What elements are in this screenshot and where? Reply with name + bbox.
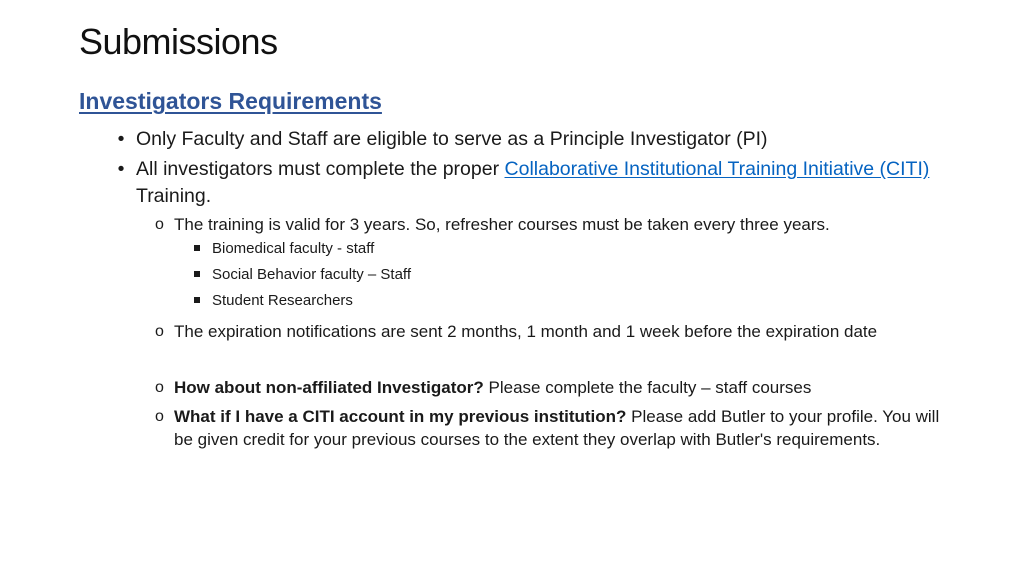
citi-link[interactable]: Collaborative Institutional Training Initiative (CITI) [504, 158, 930, 180]
square-bullet-marker [194, 271, 200, 277]
list-item [212, 262, 912, 288]
section-heading: Investigators Requirements [79, 88, 382, 114]
subbullet-marker: o [155, 408, 164, 425]
subbullet-expiration [155, 320, 944, 343]
subbullet-validity [155, 213, 944, 236]
answer-text: Please complete the faculty – staff courses [483, 378, 812, 397]
bullet-marker: • [117, 158, 125, 180]
list-item-text: Social Behavior faculty – Staff [212, 266, 411, 283]
subbullet-marker: o [155, 323, 164, 340]
square-bullet-marker [194, 245, 200, 251]
list-item [212, 236, 912, 262]
subbullet-previous-institution [155, 405, 944, 451]
slide-title: Submissions [79, 21, 278, 62]
square-bullet-marker [194, 297, 200, 303]
bullet-text: Only Faculty and Staff are eligible to serve as a Principle Investigator (PI) [136, 128, 768, 150]
bullet-marker: • [117, 128, 125, 150]
list-item-text: Biomedical faculty - staff [212, 240, 375, 257]
bullet-faculty-eligibility [117, 126, 946, 153]
subbullet-text: The training is valid for 3 years. So, refresher courses must be taken every three years. [174, 215, 830, 234]
question-text: How about non-affiliated Investigator? [174, 378, 484, 397]
bullet-list [0, 126, 1024, 451]
subbullet-text: The expiration notifications are sent 2 months, 1 month and 1 week before the expiration date [174, 322, 878, 341]
answer-text: Please add Butler to your profile. You will be given credit for your previous courses to the extent they overlap with Butler's requirements. [174, 407, 940, 449]
bullet-citi-training [117, 156, 946, 210]
subbullet-marker: o [155, 216, 164, 233]
question-text: What if I have a CITI account in my previous institution? [174, 407, 627, 426]
list-item [212, 288, 912, 314]
bullet-text: Training. [136, 185, 212, 207]
list-item-text: Student Researchers [212, 292, 353, 309]
subbullet-marker: o [155, 379, 164, 396]
bullet-text: All investigators must complete the proper [136, 158, 505, 180]
subbullet-nonaffiliated [155, 376, 944, 399]
